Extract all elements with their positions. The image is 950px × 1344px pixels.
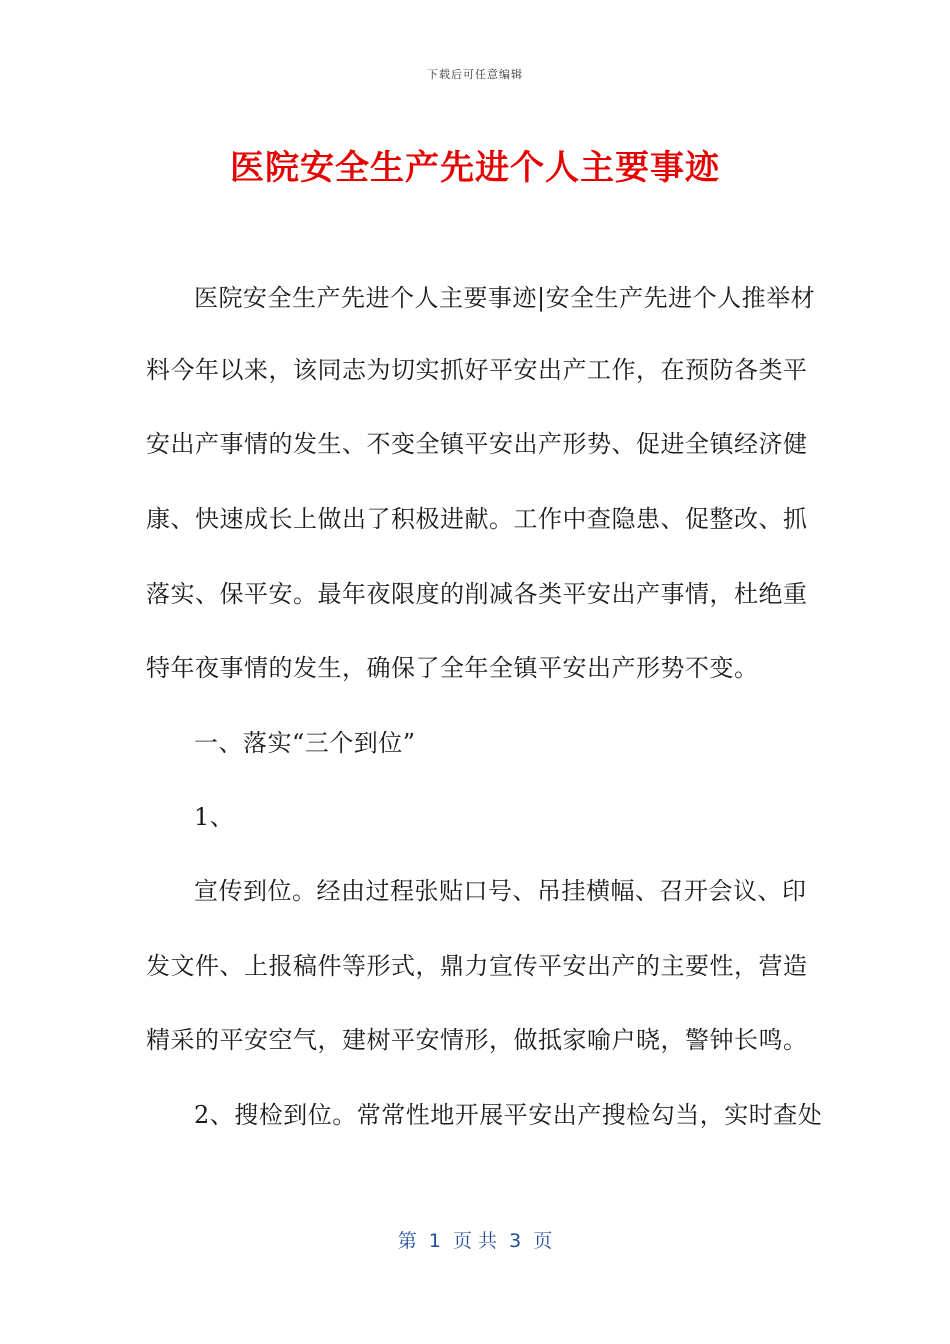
body-line-5: 落实、保平安。最年夜限度的削减各类平安出产事情，杜绝重 bbox=[146, 580, 808, 608]
body-line-6: 特年夜事情的发生，确保了全年全镇平安出产形势不变。 bbox=[146, 654, 759, 682]
body-line-9: 精采的平安空气，建树平安情形，做抵家喻户晓，警钟长鸣。 bbox=[146, 1026, 808, 1054]
body-line-1: 医院安全生产先进个人主要事迹|安全生产先进个人推举材 bbox=[194, 284, 816, 312]
document-title: 医院安全生产先进个人主要事迹 bbox=[230, 148, 720, 188]
item-number-1: 1、 bbox=[194, 803, 235, 831]
body-line-2: 料今年以来，该同志为切实抓好平安出产工作，在预防各类平 bbox=[146, 356, 808, 384]
body-line-7: 宣传到位。经由过程张贴口号、吊挂横幅、召开会议、印 bbox=[194, 877, 807, 905]
body-line-8: 发文件、上报稿件等形式，鼎力宣传平安出产的主要性，营造 bbox=[146, 952, 808, 980]
body-line-4: 康、快速成长上做出了积极进献。工作中查隐患、促整改、抓 bbox=[146, 505, 808, 533]
page-footer: 第 1 页 共 3 页 bbox=[397, 1230, 553, 1252]
section-heading: 一、落实“三个到位” bbox=[194, 729, 416, 757]
body-line-3: 安出产事情的发生、不变全镇平安出产形势、促进全镇经济健 bbox=[146, 430, 808, 458]
header-note: 下载后可任意编辑 bbox=[427, 68, 523, 81]
body-line-10: 2、搜检到位。常常性地开展平安出产搜检勾当，实时查处 bbox=[194, 1101, 823, 1129]
